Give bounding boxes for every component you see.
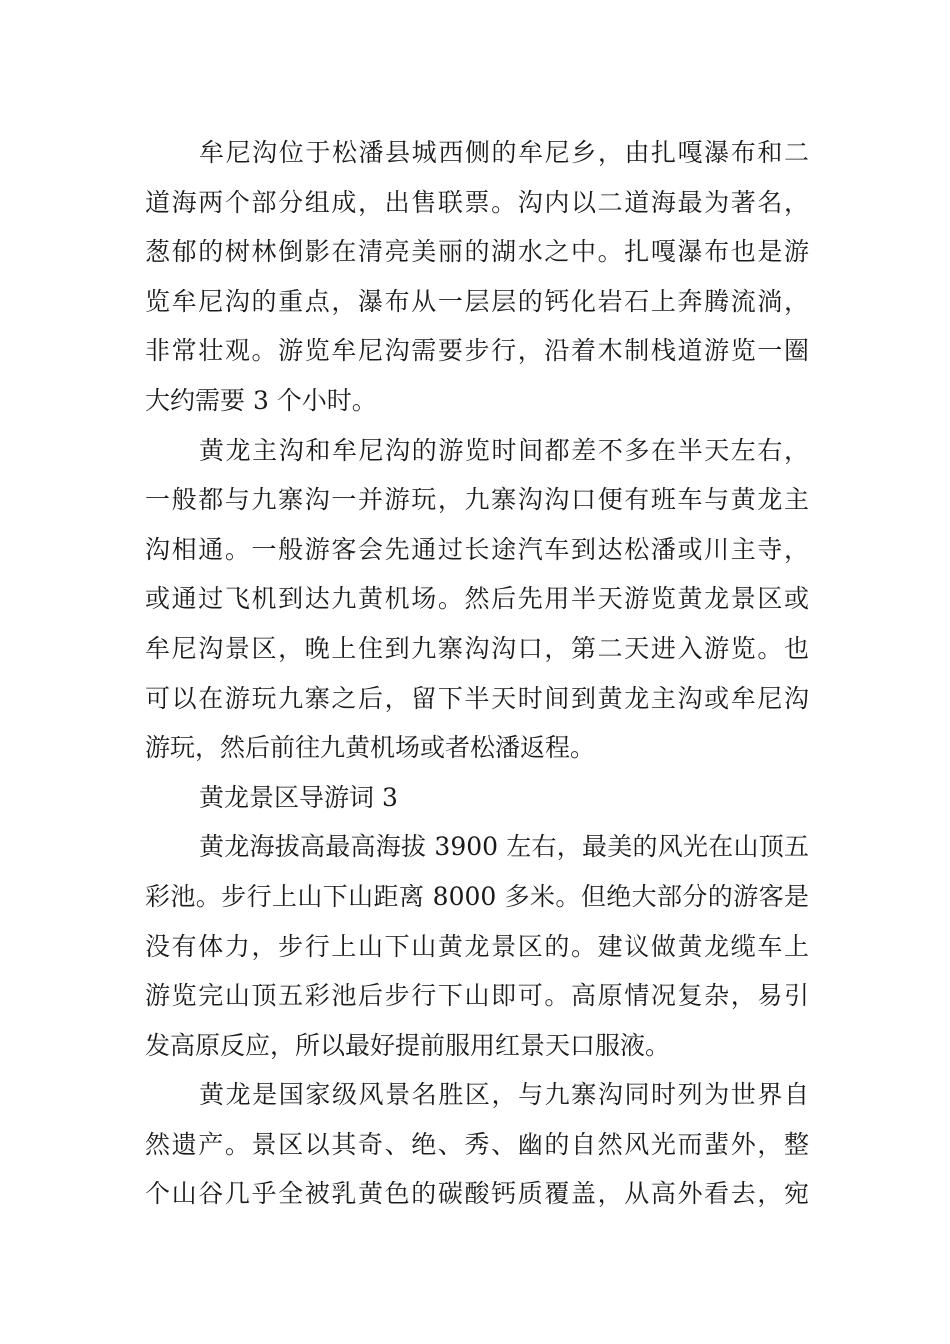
paragraph	[145, 426, 809, 773]
heading-text: 黄龙景区导游词 3	[199, 782, 398, 812]
text-line: 然遗产。景区以其奇、绝、秀、幽的自然风光而蜚外，整	[145, 1129, 809, 1159]
text-line: 黄龙是国家级风景名胜区，与九寨沟同时列为世界自	[199, 1080, 809, 1110]
text-line: 个山谷几乎全被乳黄色的碳酸钙质覆盖，从高外看去，宛	[145, 1179, 809, 1209]
text-line: 大约需要 3 个小时。	[145, 385, 377, 415]
text-line: 道海两个部分组成，出售联票。沟内以二道海最为著名，	[145, 187, 809, 217]
text-line: 黄龙主沟和牟尼沟的游览时间都差不多在半天左右，	[199, 435, 809, 465]
text-line: 彩池。步行上山下山距离 8000 多米。但绝大部分的游客是	[145, 881, 809, 911]
text-line: 发高原反应，所以最好提前服用红景天口服液。	[145, 1030, 671, 1060]
paragraph	[145, 822, 809, 1070]
text-line: 或通过飞机到达九黄机场。然后先用半天游览黄龙景区或	[145, 584, 809, 614]
text-line: 葱郁的树林倒影在清亮美丽的湖水之中。扎嘎瀑布也是游	[145, 237, 809, 267]
text-line: 黄龙海拔高最高海拔 3900 左右，最美的风光在山顶五	[199, 832, 809, 862]
text-line: 沟相通。一般游客会先通过长途汽车到达松潘或川主寺，	[145, 534, 809, 564]
paragraph	[145, 1070, 809, 1219]
text-line: 可以在游玩九寨之后，留下半天时间到黄龙主沟或牟尼沟	[145, 683, 809, 713]
text-line: 览牟尼沟的重点，瀑布从一层层的钙化岩石上奔腾流淌，	[145, 286, 809, 316]
text-line: 游览完山顶五彩池后步行下山即可。高原情况复杂，易引	[145, 981, 809, 1011]
text-line: 牟尼沟景区，晚上住到九寨沟沟口，第二天进入游览。也	[145, 633, 809, 663]
text-line: 一般都与九寨沟一并游玩，九寨沟沟口便有班车与黄龙主	[145, 485, 809, 515]
text-line: 游玩，然后前往九黄机场或者松潘返程。	[145, 733, 596, 763]
document-body	[145, 128, 809, 1219]
section-heading	[145, 773, 809, 823]
text-line: 非常壮观。游览牟尼沟需要步行，沿着木制栈道游览一圈	[145, 336, 809, 366]
paragraph	[145, 128, 809, 426]
text-line: 牟尼沟位于松潘县城西侧的牟尼乡，由扎嘎瀑布和二	[199, 138, 809, 167]
text-line: 没有体力，步行上山下山黄龙景区的。建议做黄龙缆车上	[145, 931, 809, 961]
